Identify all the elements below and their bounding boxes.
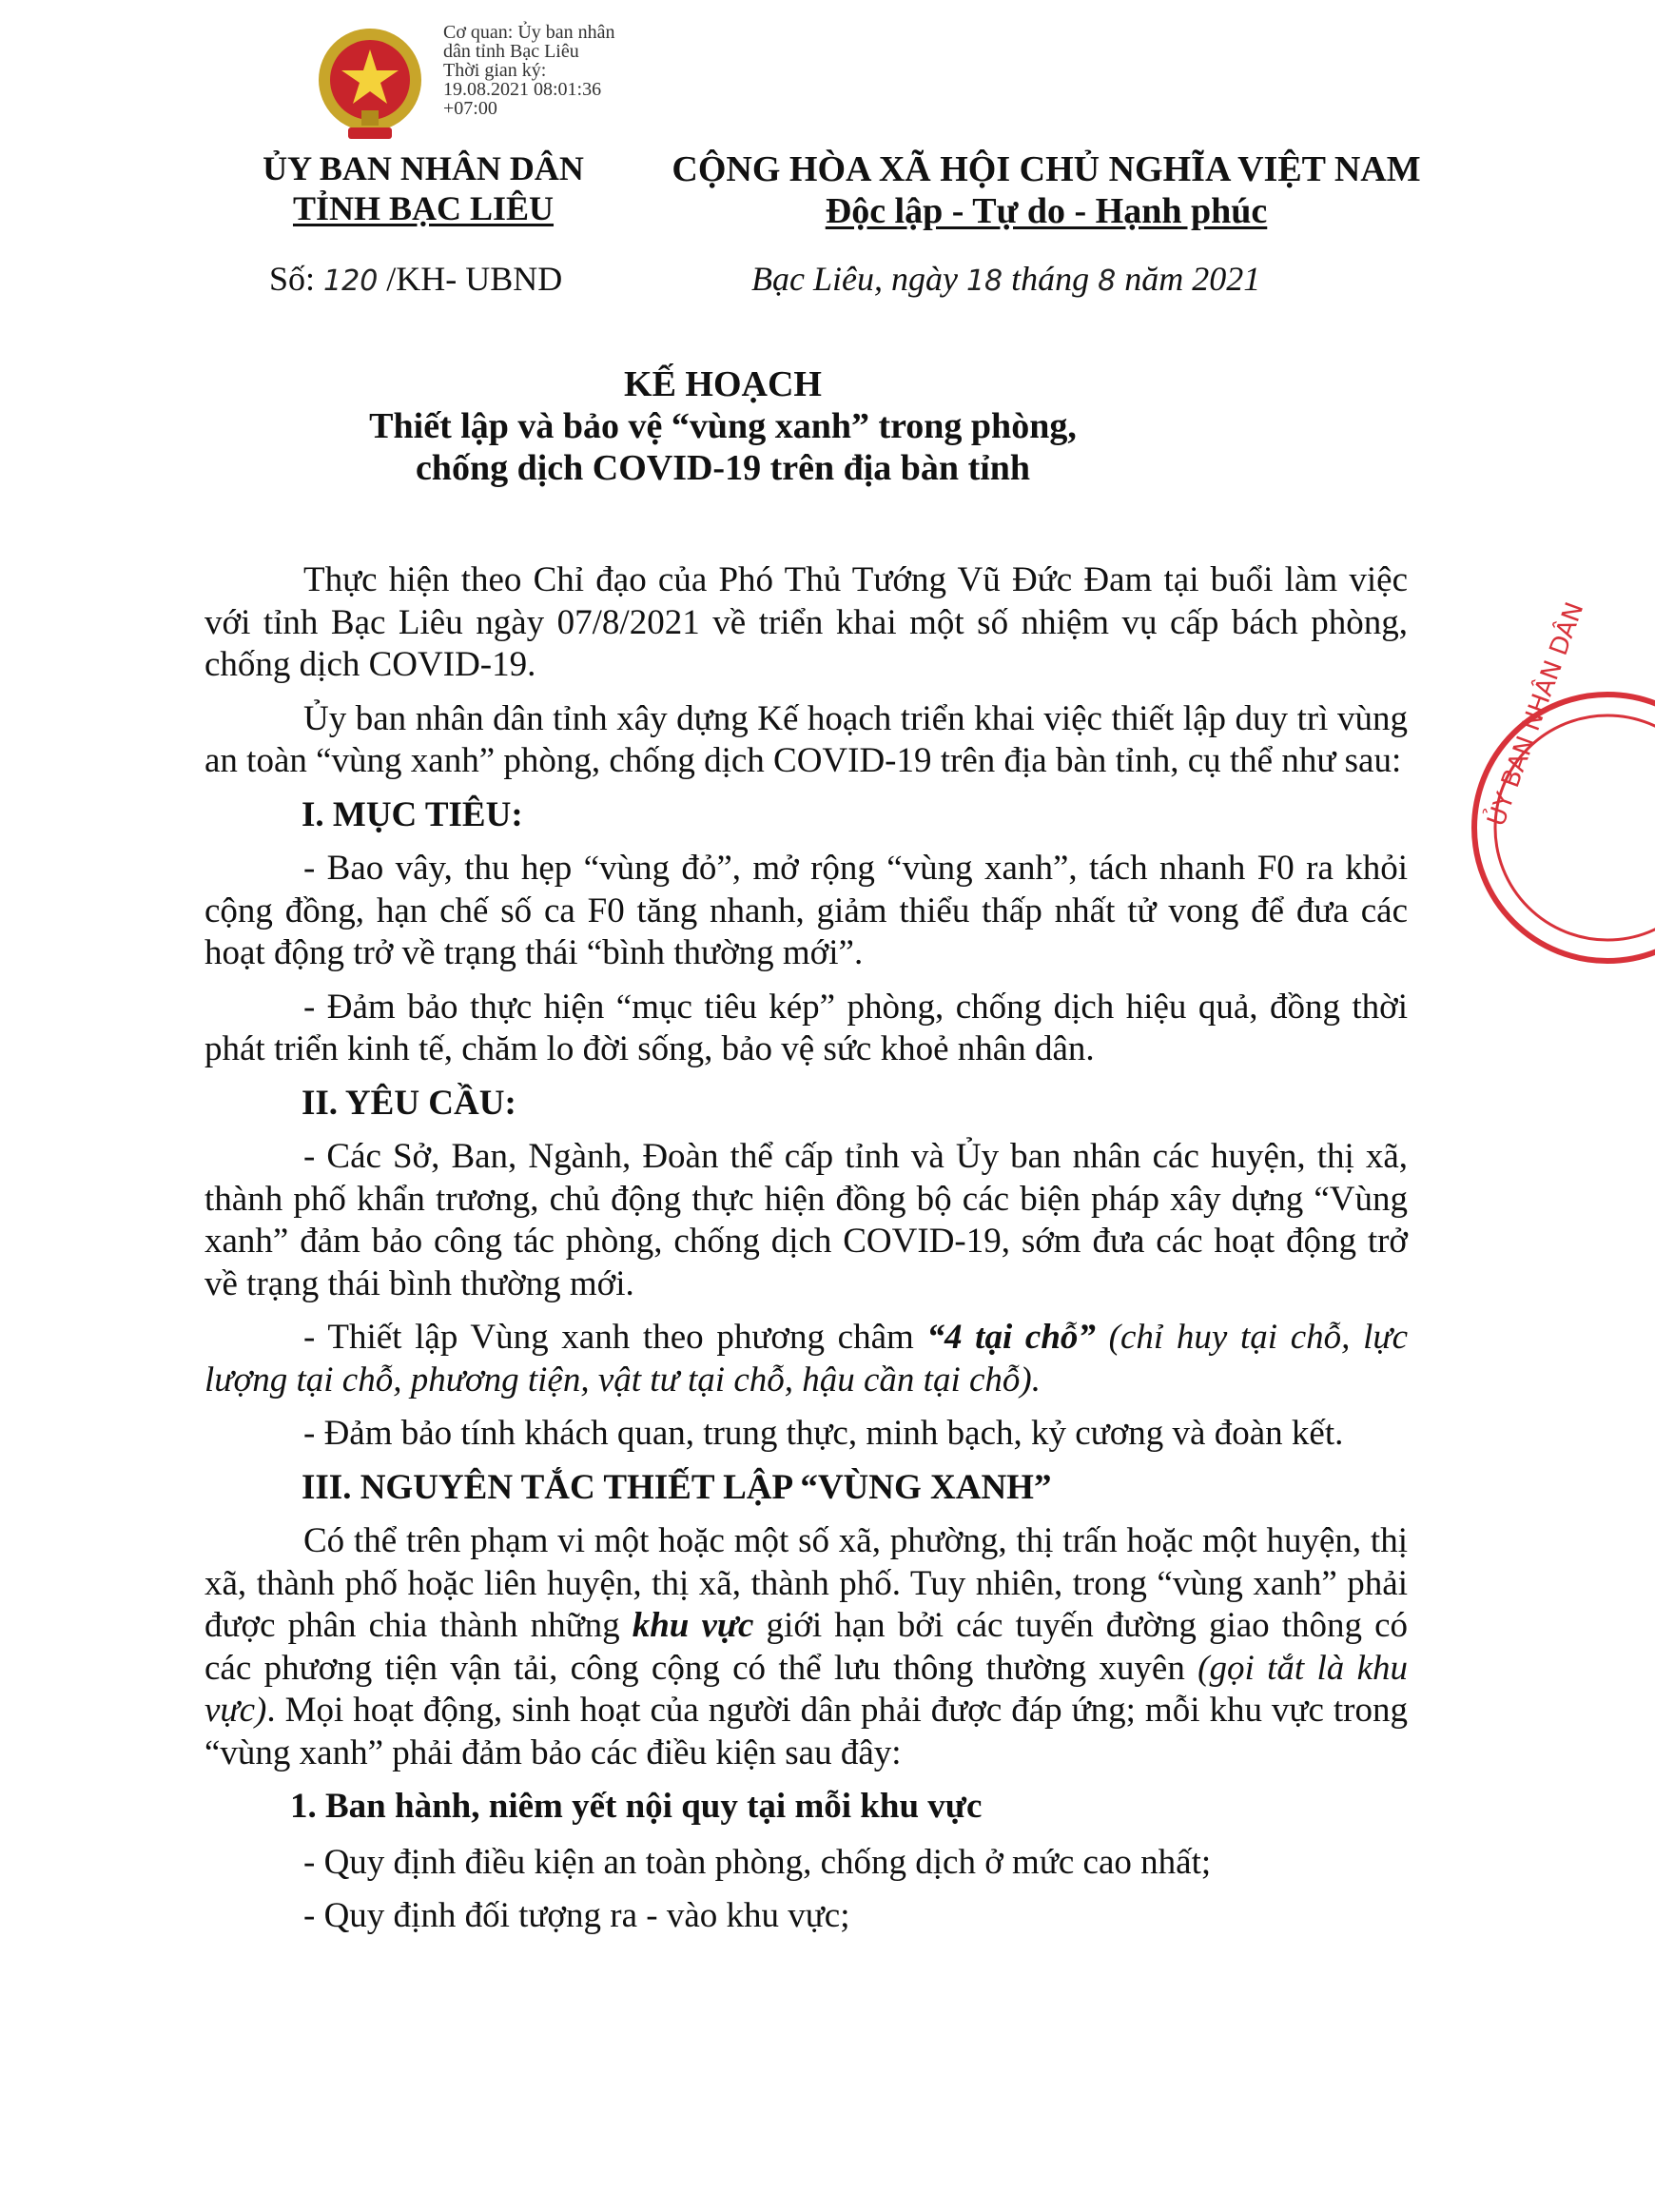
text-run: . Mọi hoạt động, sinh hoạt của người dân phải được đáp ứng; mỗi khu vực trong “vùng xanh” phải đảm bảo các điều kiện sau đây: (204, 1691, 1408, 1772)
nation-motto: Độc lập - Tự do - Hạnh phúc (825, 191, 1268, 231)
signature-line: dân tỉnh Bạc Liêu (443, 41, 579, 62)
paragraph: Ủy ban nhân dân tỉnh xây dựng Kế hoạch triển khai việc thiết lập duy trì vùng an toàn “vùng xanh” phòng, chống dịch COVID-19 trên địa bàn tỉnh, cụ thể như sau: (204, 698, 1408, 780)
document-body (204, 559, 1408, 1949)
national-header (666, 148, 1427, 232)
section-heading: II. YÊU CẦU: (302, 1083, 516, 1123)
text-run-italic: (chỉ huy tại chỗ, lực lượng tại chỗ, phương tiện, vật tư tại chỗ, hậu cần tại chỗ). (204, 1318, 1409, 1400)
text-run: giới hạn bởi các tuyến đường giao thông có các phương tiện vận tải, công cộng có thể lưu thông thường xuyên (204, 1606, 1409, 1688)
signature-line: Thời gian ký: (443, 60, 547, 81)
title-line-3: chống dịch COVID-19 trên địa bàn tỉnh (415, 448, 1031, 488)
red-seal-stamp-icon (1465, 598, 1655, 970)
title-line-2: Thiết lập và bảo vệ “vùng xanh” trong phòng, (369, 406, 1077, 446)
document-title (190, 363, 1256, 489)
section-heading: III. NGUYÊN TẮC THIẾT LẬP “VÙNG XANH” (302, 1467, 1052, 1507)
paragraph: Thực hiện theo Chỉ đạo của Phó Thủ Tướng Vũ Đức Đam tại buổi làm việc với tỉnh Bạc Liêu ngày 07/8/2021 về triển khai một số nhiệm vụ cấp bách phòng, chống dịch COVID-19. (204, 560, 1408, 684)
text-run-italic: (gọi tắt là khu vực) (204, 1648, 1408, 1730)
subsection-heading: 1. Ban hành, niêm yết nội quy tại mỗi khu vực (290, 1787, 983, 1826)
org-line-1: ỦY BAN NHÂN DÂN (263, 149, 584, 187)
doc-number-suffix: /KH- UBND (386, 260, 563, 298)
text-run-bold-italic: “4 tại chỗ” (926, 1318, 1096, 1357)
text-run-bold-italic: khu vực (632, 1606, 754, 1645)
document-number (269, 259, 562, 299)
doc-number-handwritten: 120 (323, 264, 379, 298)
digital-signature-block (443, 23, 672, 118)
paragraph: - Quy định đối tượng ra - vào khu vực; (303, 1896, 850, 1935)
paragraph: - Bao vây, thu hẹp “vùng đỏ”, mở rộng “vùng xanh”, tách nhanh F0 ra khỏi cộng đồng, hạn chế số ca F0 tăng nhanh, giảm thiểu thấp nhất tử vong để đưa các hoạt động trở về trạng thái “bình thường mới”. (204, 849, 1408, 972)
document-date (751, 259, 1260, 299)
date-month-handwritten: 8 (1098, 264, 1117, 298)
nation-line-1: CỘNG HÒA XÃ HỘI CHỦ NGHĨA VIỆT NAM (672, 149, 1421, 189)
text-run: Có thể trên phạm vi một hoặc một số xã, phường, thị trấn hoặc một huyện, thị xã, thành phố hoặc liên huyện, thị xã, thành phố. Tuy nhiên, trong “vùng xanh” phải được phân chia thành những (204, 1521, 1408, 1645)
paragraph (204, 1520, 1408, 1774)
text-run: - Thiết lập Vùng xanh theo phương châm (303, 1318, 927, 1357)
signature-line: Cơ quan: Ủy ban nhân (443, 22, 615, 43)
paragraph: - Các Sở, Ban, Ngành, Đoàn thể cấp tỉnh và Ủy ban nhân các huyện, thị xã, thành phố khẩn trương, chủ động thực hiện đồng bộ các biện pháp xây dựng “Vùng xanh” đảm bảo công tác phòng, chống dịch COVID-19, sớm đưa các hoạt động trở về trạng thái bình thường mới. (204, 1137, 1408, 1303)
issuing-organization (219, 148, 628, 228)
title-line-1: KẾ HOẠCH (624, 364, 822, 404)
date-month-label: tháng (1011, 260, 1090, 298)
date-year: năm 2021 (1124, 260, 1261, 298)
signature-line: 19.08.2021 08:01:36 (443, 79, 602, 100)
section-heading: I. MỤC TIÊU: (302, 794, 523, 834)
paragraph: - Đảm bảo thực hiện “mục tiêu kép” phòng, chống dịch hiệu quả, đồng thời phát triển kinh tế, chăm lo đời sống, bảo vệ sức khoẻ nhân dân. (204, 987, 1408, 1068)
paragraph: - Quy định điều kiện an toàn phòng, chống dịch ở mức cao nhất; (303, 1842, 1212, 1882)
org-line-2: TỈNH BẠC LIÊU (292, 189, 555, 227)
paragraph (204, 1317, 1408, 1401)
date-day-handwritten: 18 (965, 264, 1003, 298)
stamp-text: ỦY BAN NHÂN DÂN (1482, 598, 1590, 831)
signature-line: +07:00 (443, 98, 497, 119)
paragraph: - Đảm bảo tính khách quan, trung thực, minh bạch, kỷ cương và đoàn kết. (303, 1414, 1344, 1453)
doc-number-prefix: Số: (269, 260, 316, 298)
date-place: Bạc Liêu, ngày (751, 260, 958, 298)
national-emblem-icon (314, 21, 426, 147)
